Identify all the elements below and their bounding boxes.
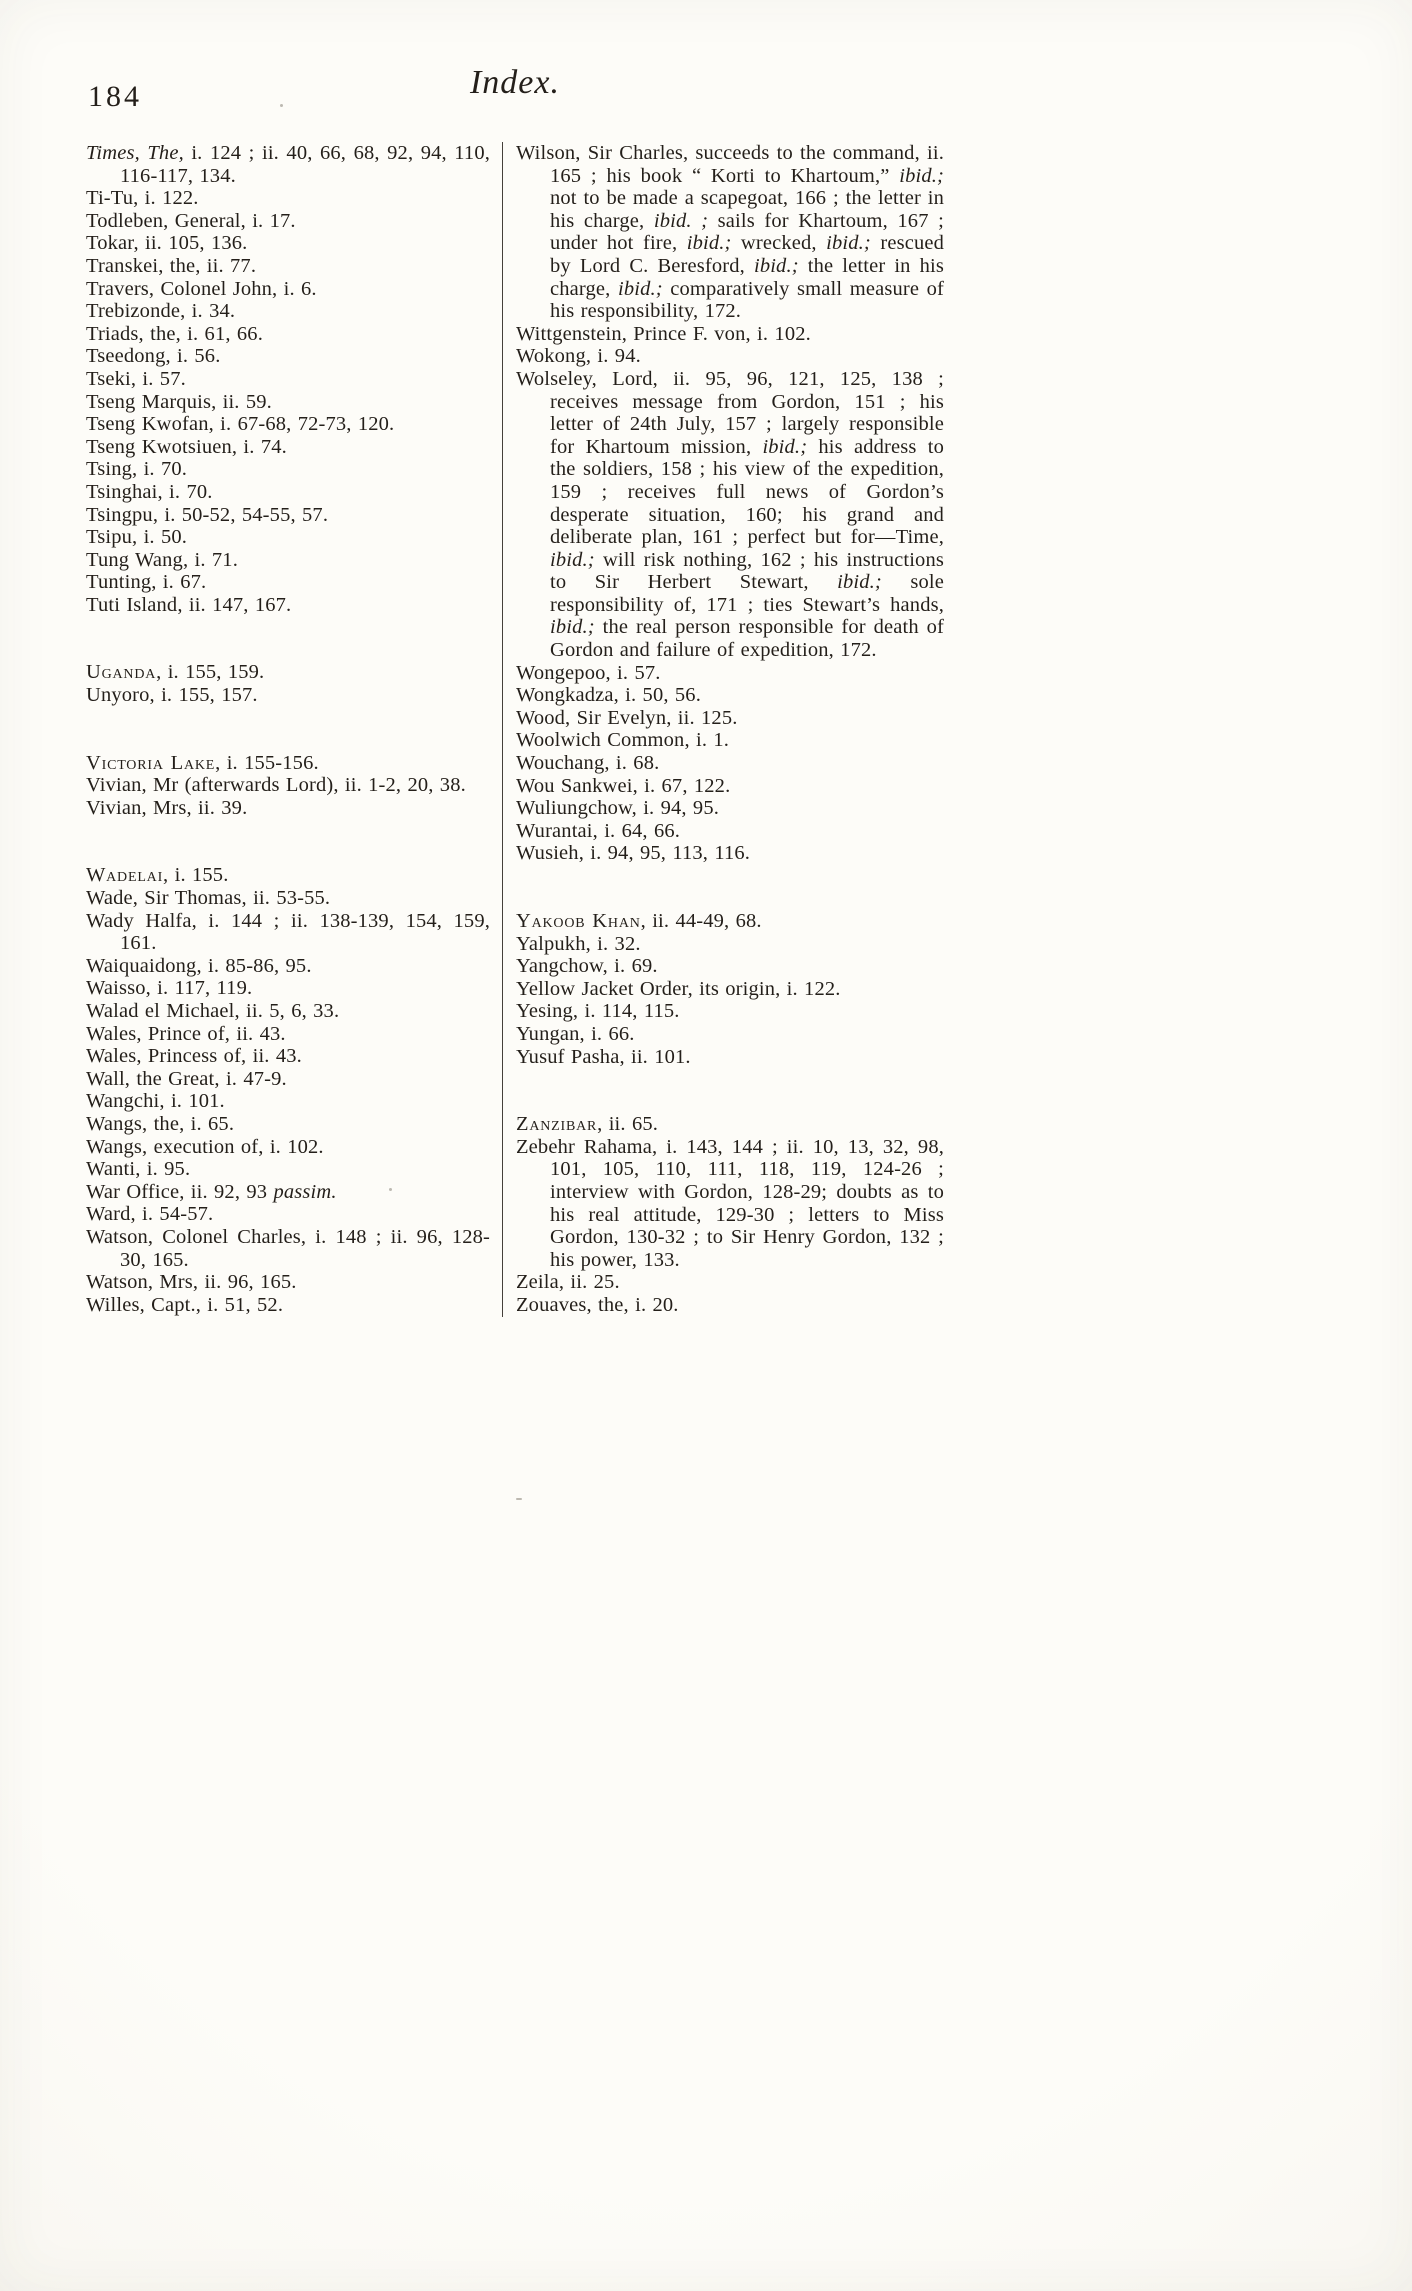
entry-text: Triads, the, i. 61, 66. [86, 322, 263, 345]
entry-text: sole responsibility of, 171 ; ties Stewart’s hands, [550, 571, 944, 616]
entry-text: Wolseley, Lord, ii. 95, 96, 121, 125, 138 ; receives message from Gordon, 151 ; his letter of 24th July, 157 ; largely responsible for Khartoum mission, [516, 367, 944, 458]
entry-text: Yesing, i. 114, 115. [516, 1000, 680, 1023]
index-entry [86, 910, 490, 955]
index-entry [86, 436, 490, 459]
index-entry [86, 571, 490, 594]
entry-text: Wuliungchow, i. 94, 95. [516, 797, 720, 820]
index-entry [86, 594, 490, 617]
index-entry [516, 797, 944, 820]
entry-text: Todleben, General, i. 17. [86, 209, 296, 232]
index-entry [86, 955, 490, 978]
entry-text: Vivian, Mrs, ii. 39. [86, 796, 248, 819]
index-entry [86, 391, 490, 414]
entry-text: Wokong, i. 94. [516, 345, 641, 368]
entry-text: Wangs, execution of, i. 102. [86, 1135, 324, 1158]
entry-italic-text: ibid. ; [653, 209, 709, 232]
entry-italic-text: ibid.; [826, 232, 871, 255]
index-entry [516, 910, 944, 933]
entry-text: Tunting, i. 67. [86, 571, 207, 594]
index-entry [86, 549, 490, 572]
entry-text: Ward, i. 54-57. [86, 1203, 214, 1226]
index-entry [516, 662, 944, 685]
entry-italic-text: ibid.; [550, 616, 595, 639]
scan-speck [280, 104, 283, 107]
entry-text: wrecked, [731, 232, 827, 255]
entry-italic-text: ibid.; [837, 571, 882, 594]
entry-smallcaps-text: Uganda [86, 661, 157, 684]
entry-text: Wongepoo, i. 57. [516, 661, 661, 684]
entry-text: Zeila, ii. 25. [516, 1271, 620, 1294]
entry-text: his address to the soldiers, 158 ; his view of the expedition, 159 ; receives full news of Gordon’s desperate situation, 160; his grand and deliberate plan, 161 ; perfect but for—Time, [550, 435, 944, 549]
index-entry [516, 1113, 944, 1136]
entry-text: not to be made a scapegoat, 166 ; the letter in his charge, [550, 187, 944, 232]
index-entry [86, 1158, 490, 1181]
entry-text: Watson, Mrs, ii. 96, 165. [86, 1271, 297, 1294]
entry-italic-text: ibid.; [617, 277, 663, 300]
index-entry [86, 210, 490, 233]
entry-italic-text: ibid.; [686, 232, 732, 255]
index-entry [86, 481, 490, 504]
index-entry [516, 323, 944, 346]
index-group [86, 752, 490, 820]
index-entry [86, 774, 490, 797]
entry-text: rescued by Lord C. Beresford, [550, 232, 944, 277]
entry-text: Wall, the Great, i. 47-9. [86, 1067, 287, 1090]
index-entry [516, 820, 944, 843]
entry-text: Tseng Marquis, ii. 59. [86, 390, 272, 413]
entry-text: the letter in his charge, [550, 254, 944, 300]
entry-italic-text: ibid.; [550, 548, 595, 571]
entry-text: Wou Sankwei, i. 67, 122. [516, 774, 731, 797]
entry-text: , ii. 65. [597, 1113, 659, 1136]
entry-smallcaps-text: Yakoob Khan [516, 910, 641, 932]
index-entry [86, 323, 490, 346]
index-entry [516, 933, 944, 956]
index-entry [86, 1045, 490, 1068]
page-content [86, 64, 944, 1317]
entry-text: Wilson, Sir Charles, succeeds to the command, ii. 165 ; his book “ Korti to Khartoum,” [516, 142, 944, 187]
index-columns [86, 142, 944, 1317]
index-entry [516, 142, 944, 323]
index-group [86, 864, 490, 1316]
entry-smallcaps-text: Wadelai [86, 864, 164, 887]
entry-text: Wanti, i. 95. [86, 1158, 191, 1181]
index-entry [86, 977, 490, 1000]
entry-text: Wales, Prince of, ii. 43. [86, 1022, 286, 1045]
index-group [516, 142, 944, 865]
entry-text: comparatively small measure of his responsibility, 172. [550, 277, 945, 323]
index-entry [516, 842, 944, 865]
entry-text: Unyoro, i. 155, 157. [86, 684, 258, 707]
index-entry [516, 1294, 944, 1317]
entry-text: Waisso, i. 117, 119. [86, 977, 253, 1000]
index-entry [86, 684, 490, 707]
index-entry [86, 1181, 490, 1204]
index-entry [86, 887, 490, 910]
index-entry [86, 1113, 490, 1136]
index-entry [86, 187, 490, 210]
index-entry [86, 504, 490, 527]
entry-text: sails for Khartoum, 167 ; under hot fire, [550, 209, 944, 255]
index-entry [86, 1000, 490, 1023]
page-header [86, 64, 944, 138]
entry-italic-text: Times, The, [86, 142, 184, 164]
page-number: 184 [88, 80, 142, 113]
entry-text: Wongkadza, i. 50, 56. [516, 684, 701, 707]
index-entry [516, 978, 944, 1001]
entry-text: Zouaves, the, i. 20. [516, 1293, 679, 1316]
entry-text: , i. 155-156. [215, 751, 319, 774]
index-column-left [86, 142, 490, 1317]
entry-text: Tokar, ii. 105, 136. [86, 232, 248, 255]
entry-text: Tung Wang, i. 71. [86, 548, 238, 571]
index-entry [86, 345, 490, 368]
entry-text: Willes, Capt., i. 51, 52. [86, 1293, 284, 1316]
entry-text: Woolwich Common, i. 1. [516, 729, 730, 752]
index-entry [86, 142, 490, 187]
entry-text: Wade, Sir Thomas, ii. 53-55. [86, 887, 331, 910]
index-entry [86, 1090, 490, 1113]
index-entry [86, 1226, 490, 1271]
index-entry [516, 345, 944, 368]
entry-text: i. 124 ; ii. 40, 66, 68, 92, 94, 110, 116-117, 134. [120, 142, 490, 187]
entry-text: Vivian, Mr (afterwards Lord), ii. 1-2, 20, 38. [86, 774, 466, 797]
entry-text: Tsipu, i. 50. [86, 526, 188, 549]
index-entry [516, 1271, 944, 1294]
index-entry [86, 661, 490, 684]
entry-text: Walad el Michael, ii. 5, 6, 33. [86, 1000, 340, 1022]
entry-text: will risk nothing, 162 ; his instructions to Sir Herbert Stewart, [550, 548, 944, 594]
index-entry [86, 255, 490, 278]
entry-text: Trebizonde, i. 34. [86, 300, 236, 323]
entry-text: Tseng Kwofan, i. 67-68, 72-73, 120. [86, 413, 395, 436]
entry-text: Tsingpu, i. 50-52, 54-55, 57. [86, 503, 329, 526]
entry-text: , ii. 44-49, 68. [640, 910, 762, 932]
index-entry [516, 955, 944, 978]
entry-text: Waiquaidong, i. 85-86, 95. [86, 954, 312, 977]
index-entry [86, 797, 490, 820]
entry-text: Wales, Princess of, ii. 43. [86, 1045, 302, 1068]
entry-text: Travers, Colonel John, i. 6. [86, 277, 317, 300]
index-entry [516, 775, 944, 798]
entry-text: , i. 155, 159. [156, 661, 265, 684]
index-entry [516, 729, 944, 752]
entry-text: Ti-Tu, i. 122. [86, 187, 199, 210]
entry-text: Wouchang, i. 68. [516, 752, 660, 775]
entry-text: Yungan, i. 66. [516, 1022, 635, 1045]
index-group [516, 910, 944, 1068]
entry-text: Wood, Sir Evelyn, ii. 125. [516, 706, 738, 729]
index-entry [86, 232, 490, 255]
entry-text: Tuti Island, ii. 147, 167. [86, 593, 292, 616]
entry-text: Yellow Jacket Order, its origin, i. 122. [516, 977, 841, 1000]
entry-text: Wangs, the, i. 65. [86, 1112, 235, 1135]
index-entry [516, 368, 944, 662]
index-entry [516, 1136, 944, 1272]
index-entry [86, 300, 490, 323]
index-group [86, 661, 490, 706]
entry-italic-text: passim. [273, 1180, 337, 1203]
entry-text: Transkei, the, ii. 77. [86, 254, 257, 277]
index-entry [86, 368, 490, 391]
entry-italic-text: ibid.; [753, 254, 799, 277]
entry-text: Wusieh, i. 94, 95, 113, 116. [516, 842, 751, 865]
entry-text: Yangchow, i. 69. [516, 955, 658, 978]
entry-text: Wurantai, i. 64, 66. [516, 819, 681, 842]
index-entry [86, 413, 490, 436]
index-entry [86, 526, 490, 549]
entry-text: , i. 155. [163, 864, 229, 887]
index-entry [516, 752, 944, 775]
entry-text: Zebehr Rahama, i. 143, 144 ; ii. 10, 13, 32, 98, 101, 105, 110, 111, 118, 119, 124-26 ; interview with Gordon, 128-29; doubts as to his real attitude, 129-30 ; letters to Miss Gordon, 130-32 ; to Sir Henry Gordon, 132 ; his power, 133. [516, 1135, 944, 1271]
entry-text: Tsinghai, i. 70. [86, 480, 213, 503]
entry-text: Yusuf Pasha, ii. 101. [516, 1045, 691, 1068]
entry-text: Watson, Colonel Charles, i. 148 ; ii. 96, 128-30, 165. [86, 1225, 490, 1271]
index-entry [86, 1203, 490, 1226]
entry-text: Wady Halfa, i. 144 ; ii. 138-139, 154, 159, 161. [86, 909, 490, 955]
index-entry [516, 707, 944, 730]
index-entry [86, 1023, 490, 1046]
column-divider-rule [502, 142, 503, 1317]
entry-smallcaps-text: Victoria Lake [86, 751, 216, 774]
scan-speck [516, 1498, 522, 1500]
scan-speck [389, 1188, 392, 1191]
entry-smallcaps-text: Zanzibar [516, 1113, 598, 1136]
index-entry [86, 458, 490, 481]
entry-text: Yalpukh, i. 32. [516, 932, 641, 955]
index-entry [86, 1136, 490, 1159]
entry-text: Tseki, i. 57. [86, 367, 186, 390]
index-entry [516, 1000, 944, 1023]
index-entry [516, 1023, 944, 1046]
index-entry [86, 1068, 490, 1091]
index-entry [516, 684, 944, 707]
index-entry [86, 278, 490, 301]
entry-text: Wangchi, i. 101. [86, 1090, 225, 1113]
index-entry [86, 1271, 490, 1294]
index-entry [86, 864, 490, 887]
index-group [516, 1113, 944, 1316]
index-entry [516, 1046, 944, 1069]
entry-text: the real person responsible for death of Gordon and failure of expedition, 172. [550, 616, 944, 662]
index-entry [86, 1294, 490, 1317]
index-group [86, 142, 490, 616]
index-entry [86, 752, 490, 775]
entry-italic-text: ibid.; [762, 435, 808, 458]
entry-text: Tsing, i. 70. [86, 458, 188, 481]
index-column-right [516, 142, 944, 1317]
entry-text: Wittgenstein, Prince F. von, i. 102. [516, 322, 811, 345]
entry-text: Tseng Kwotsiuen, i. 74. [86, 435, 287, 458]
entry-italic-text: ibid.; [899, 164, 944, 187]
page-title: Index. [469, 64, 560, 101]
entry-text: War Office, ii. 92, 93 [86, 1180, 274, 1203]
entry-text: Tseedong, i. 56. [86, 345, 221, 368]
